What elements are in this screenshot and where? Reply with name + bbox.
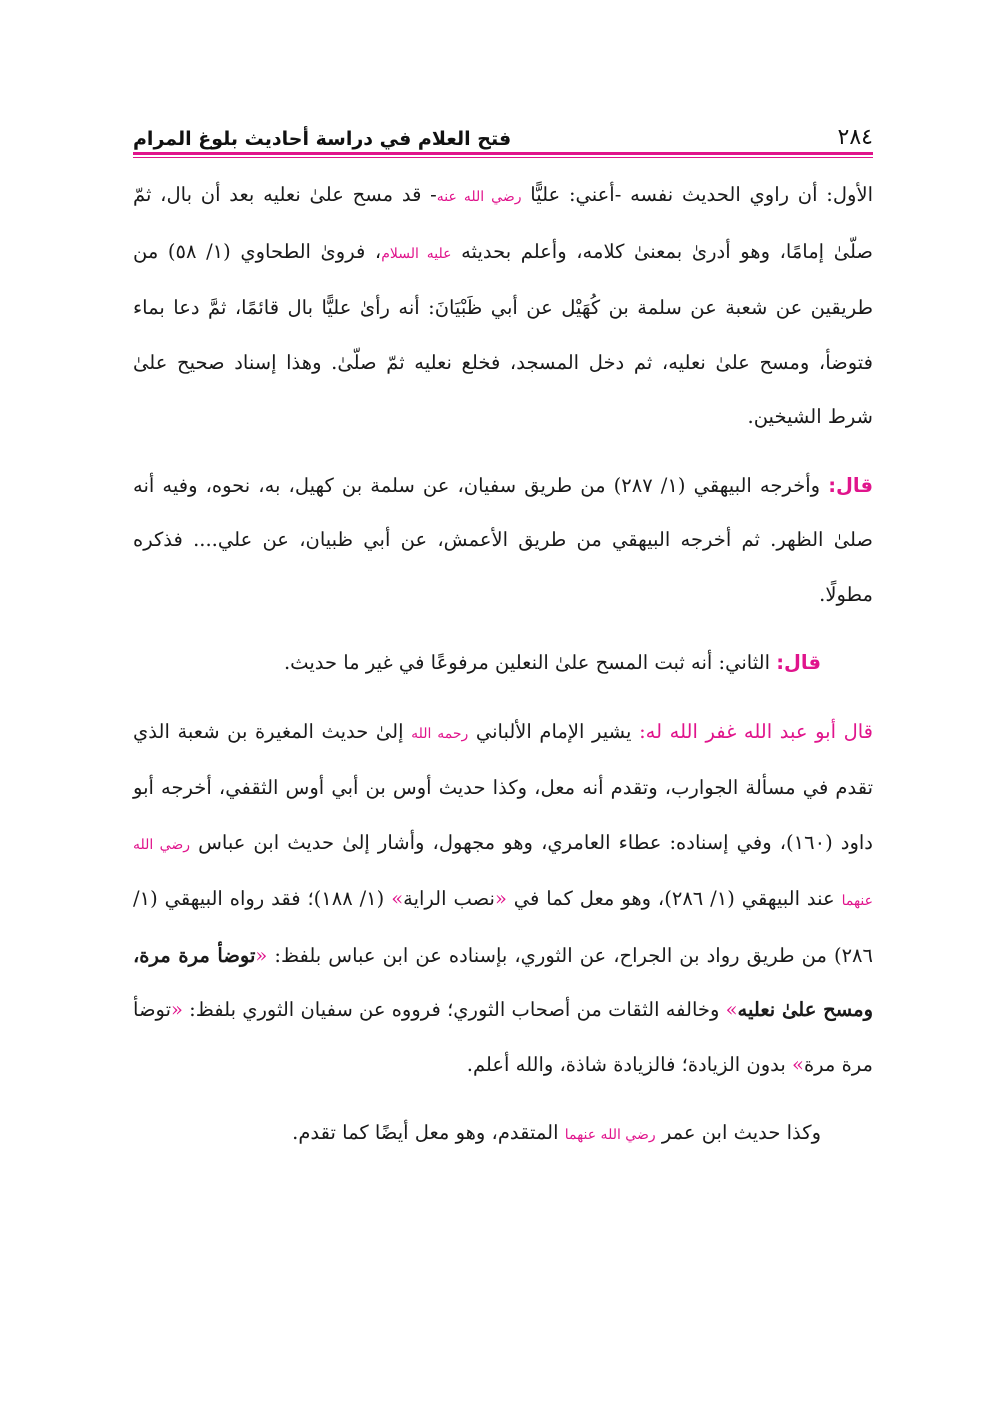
honorific-radiallahu: رضي الله عنه [436,189,522,205]
p4-text-a: يشير الإمام الألباني [468,719,640,743]
page-body [133,168,873,1163]
qala-label: قال: [828,473,873,497]
quote-mark-open: « [171,998,183,1021]
header-rule-thick [133,152,873,155]
book-title: فتح العلام في دراسة أحاديث بلوغ المرام [133,128,512,150]
p2-text: وأخرجه البيهقي (١/ ٢٨٧) من طريق سفيان، عن سلمة بن كهيل، به، نحوه، وفيه أنه صلىٰ الظهر. ثم أخرجه البيهقي من طريق الأعمش، عن أبي ظبيان، عن علي.... فذكره مطولًا. [133,473,873,606]
p1-text-a: الأول: أن راوي الحديث نفسه -أعني: عليًّا [521,183,873,206]
p5-text-a: وكذا حديث ابن عمر [655,1121,821,1144]
p3-text: الثاني: أنه ثبت المسح علىٰ النعلين مرفوعًا في غير ما حديث. [283,651,777,674]
quote-mark-close: » [792,1052,804,1076]
quote-mark-open: « [494,887,507,910]
paragraph-ibn-umar [133,1106,873,1163]
paragraph-author-comment [133,705,873,1093]
honorific-rahimahullah: رحمه الله [411,725,469,742]
quote-mark-open: « [255,943,268,967]
p4-text-f: وخالفه الثقات من أصحاب الثوري؛ فرووه عن سفيان الثوري بلفظ: [182,998,726,1021]
hadith-wording-bold: توضأ مرة مرة، ومسح علىٰ نعليه [133,943,873,1021]
page-number: ٢٨٤ [837,125,873,150]
quote-mark-close: » [725,998,738,1021]
p1-text-b: - قد مسح علىٰ نعليه بعد أن بال، ثمّ صلّىٰ إمامًا، وهو أدرىٰ بمعنىٰ كلامه، وأعلم بحديثه [133,183,873,263]
honorific-alayhi-salam: عليه السلام [381,245,452,262]
honorific-radiallahu-anhuma: رضي الله عنهما [133,836,873,909]
author-label: قال أبو عبد الله غفر الله له: [639,719,873,743]
page-header [133,110,873,150]
paragraph-first-reason [133,168,873,445]
quote-mark-close: » [391,887,404,910]
paragraph-qala-2 [133,636,873,691]
hadith-wording: توضأ مرة مرة [133,998,873,1076]
p4-text-e: (١/ ١٨٨)؛ فقد رواه البيهقي (١/ ٢٨٦) من طريق رواد بن الجراح، عن الثوري، بإسناده عن ابن عباس بلفظ: [133,887,873,967]
p4-text-c: عند البيهقي (١/ ٢٨٦)، وهو معل كما في [506,887,842,910]
p5-text-b: المتقدم، وهو معل أيضًا كما تقدم. [292,1121,565,1144]
honorific-radiallahu-anhuma: رضي الله عنهما [564,1127,656,1143]
p1-text-c: ، فروىٰ الطحاوي (١/ ٥٨) من طريقين عن شعبة عن سلمة بن كُهَيْل عن أبي ظَبْيَانَ: أنه رأىٰ عليًّا بال قائمًا، ثمَّ دعا بماء فتوضأ، ومسح علىٰ نعليه، ثم دخل المسجد، فخلع نعليه ثمّ صلّىٰ. وهذا إسناد صحيح علىٰ شرط الشيخين. [133,239,873,428]
header-rule-thin [133,157,873,158]
qala-label: قال: [776,651,821,674]
paragraph-qala-1 [133,459,873,623]
p4-text-h: بدون الزيادة؛ فالزيادة شاذة، والله أعلم. [466,1052,793,1076]
book-name-nasb-al-raya: نصب الراية [403,887,495,910]
p4-text-b: إلىٰ حديث المغيرة بن شعبة الذي تقدم في مسألة الجوارب، وتقدم أنه معل، وكذا حديث أوس بن أبي أوس الثقفي، أخرجه أبو داود (١٦٠)، وفي إسناده: عطاء العامري، وهو مجهول، وأشار إلىٰ حديث ابن عباس [133,719,873,854]
